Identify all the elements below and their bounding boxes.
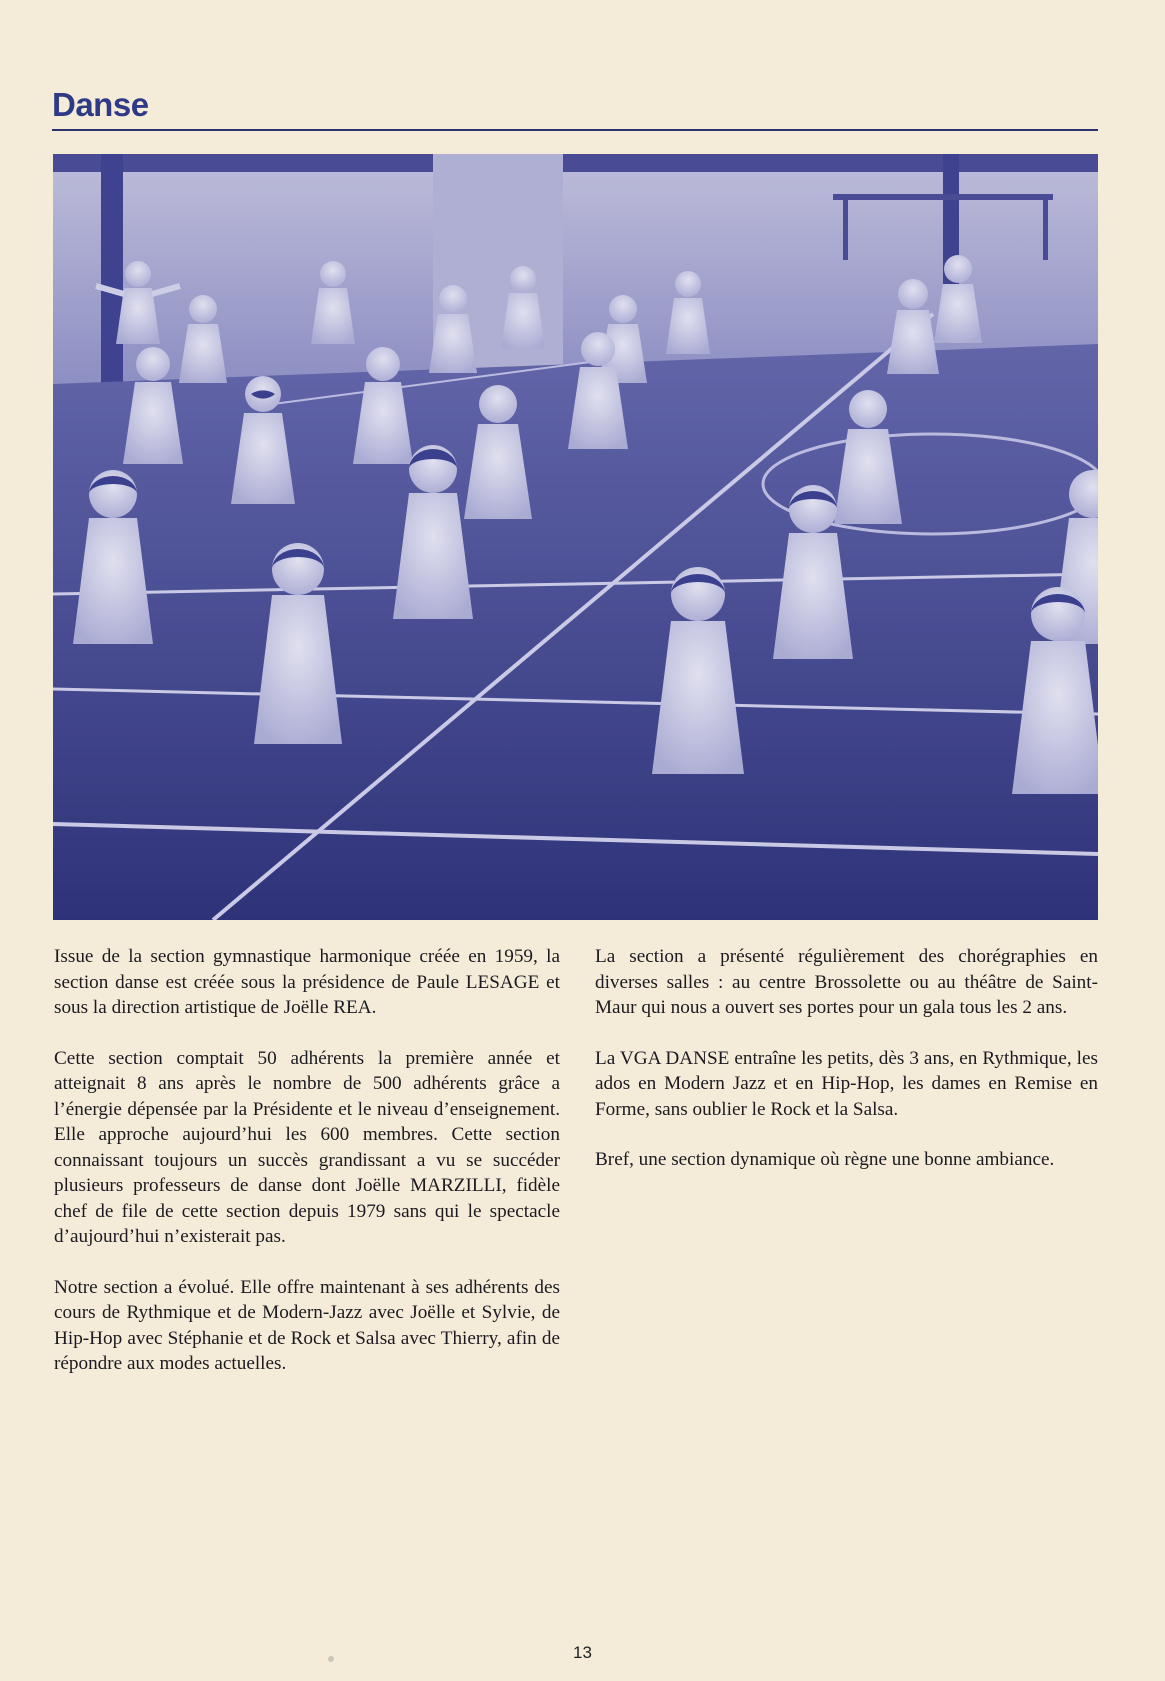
- section-title: Danse: [52, 86, 149, 123]
- paragraph: La section a présenté régulièrement des chorégraphies en diverses salles : au centre Brossolette ou au théâtre de Saint-Maur qui nous a ouvert ses portes pour un gala tous les 2 ans.: [595, 946, 1098, 1018]
- paragraph: Notre section a évolué. Elle offre maintenant à ses adhérents des cours de Rythmique et de Modern-Jazz avec Joëlle et Sylvie, de Hip-Hop avec Stéphanie et de Rock et Salsa avec Thierry, afin de répondre aux modes actuelles.: [54, 1276, 560, 1374]
- right-column: [595, 944, 1098, 1198]
- left-column: [54, 944, 560, 1402]
- paragraph: Cette section comptait 50 adhérents la première année et atteignait 8 ans après le nombre de 500 adhérents grâce a l’énergie dépensée par la Présidente et le niveau d’enseignement. Elle approche aujourd’hui les 600 membres. Cette section connaissant toujours un succès grandissant a vu se succéder plusieurs professeurs de danse dont Joëlle MARZILLI, fidèle chef de file de cette section depuis 1979 sans qui le spectacle d’aujourd’hui n’existerait pas.: [54, 1047, 560, 1247]
- paragraph: Issue de la section gymnastique harmonique créée en 1959, la section danse est créée sous la présidence de Paule LESAGE et sous la direction artistique de Joëlle REA.: [54, 946, 560, 1018]
- dance-class-photo: [53, 154, 1098, 920]
- page-number: 13: [573, 1643, 592, 1662]
- title-rule: [52, 129, 1098, 131]
- paragraph: La VGA DANSE entraîne les petits, dès 3 ans, en Rythmique, les ados en Modern Jazz et en Hip-Hop, les dames en Remise en Forme, sans oublier le Rock et la Salsa.: [595, 1047, 1098, 1120]
- paragraph: Bref, une section dynamique où règne une bonne ambiance.: [595, 1149, 1055, 1170]
